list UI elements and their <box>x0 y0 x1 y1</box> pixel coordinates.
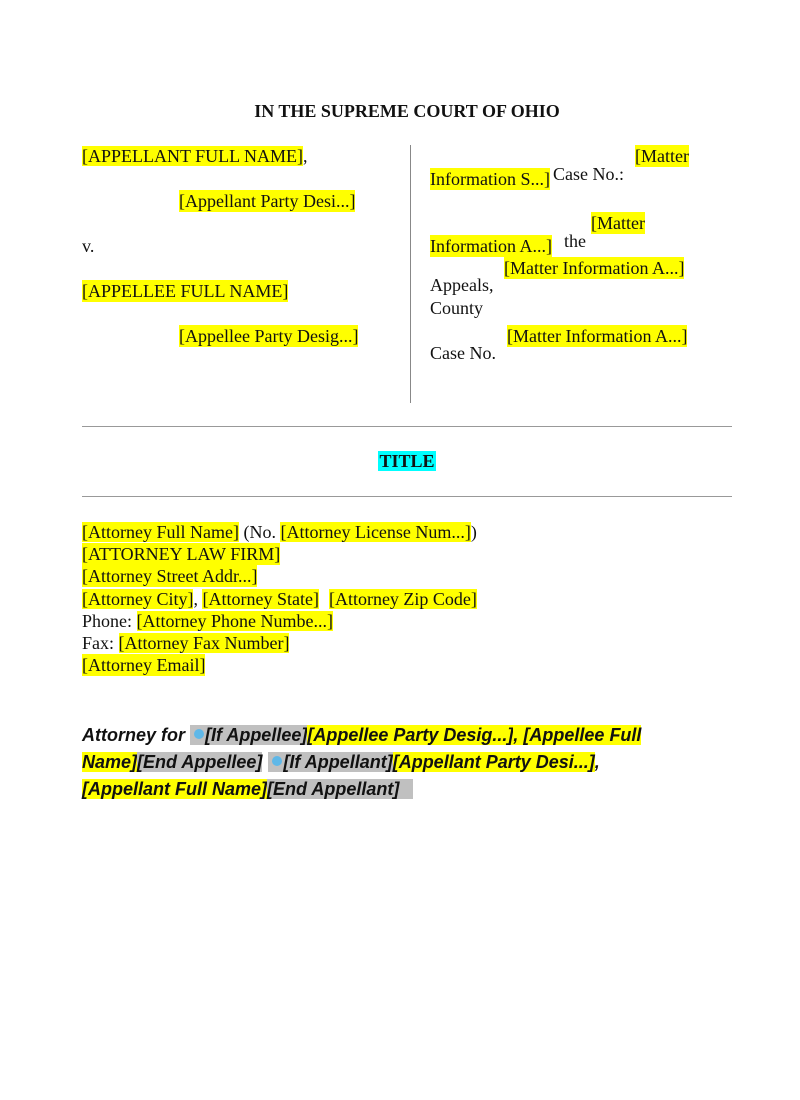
title-bottom-rule <box>82 496 732 497</box>
if-appellant-tag: [If Appellant] <box>283 752 393 772</box>
document-title-field[interactable]: TITLE <box>379 451 435 471</box>
case-no-label: Case No.: <box>553 164 624 184</box>
attorney-city-field[interactable]: [Attorney City] <box>82 589 194 609</box>
attorney-for-label: Attorney for <box>82 725 190 745</box>
attorney-phone-line <box>82 610 333 632</box>
if-appellee-tag: [If Appellee] <box>205 725 308 745</box>
versus-text: v. <box>82 236 95 256</box>
end-appellant-text: [End Appellant] <box>267 779 400 799</box>
attorney-license-field[interactable]: [Attorney License Num...] <box>280 522 471 542</box>
matter-info-2b-field[interactable]: Information A...] <box>430 236 552 256</box>
if-appellee-condition[interactable] <box>190 725 307 745</box>
attorney-city-comma: , <box>193 589 203 609</box>
attorney-fax-line <box>82 632 289 654</box>
court-heading: IN THE SUPREME COURT OF OHIO <box>254 101 560 121</box>
appellee-comma: , <box>513 725 524 745</box>
appellant-comma: , <box>303 146 308 166</box>
the-text: the <box>564 231 586 251</box>
matter-info-4-field[interactable]: [Matter Information A...] <box>507 326 688 346</box>
attorney-name-field[interactable]: [Attorney Full Name] <box>82 522 239 542</box>
matter-info-2a-field[interactable]: [Matter <box>591 213 645 233</box>
case-no-label-2: Case No. <box>430 343 496 363</box>
county-text: County <box>430 298 484 318</box>
if-appellant-condition[interactable] <box>268 752 392 772</box>
title-wrapper <box>0 450 800 472</box>
end-appellee-tag[interactable]: [End Appellee] <box>137 752 263 772</box>
appellant-designation-ref[interactable]: [Appellant Party Desi...] <box>392 752 595 772</box>
matter-info-1b-field[interactable]: Information S...] <box>430 169 550 189</box>
appellee-fullname-ref-2[interactable]: Name] <box>82 752 138 772</box>
attorney-no-close: ) <box>470 522 477 542</box>
appellee-designation-ref[interactable]: [Appellee Party Desig...] <box>307 725 514 745</box>
appellee-fullname-ref-1[interactable]: [Appellee Full <box>523 725 642 745</box>
appellant-name-line <box>82 145 308 167</box>
phone-label: Phone: <box>82 611 137 631</box>
matter-info-1a-field[interactable]: [Matter <box>635 146 689 166</box>
title-top-rule <box>82 426 732 427</box>
appellee-designation-field[interactable]: [Appellee Party Desig...] <box>179 326 359 346</box>
attorney-street-field[interactable]: [Attorney Street Addr...] <box>82 566 258 586</box>
attorney-zip-field[interactable]: [Attorney Zip Code] <box>328 589 477 609</box>
attorney-for-paragraph <box>82 722 702 803</box>
fax-label: Fax: <box>82 633 119 653</box>
attorney-firm-field[interactable]: [ATTORNEY LAW FIRM] <box>82 544 281 564</box>
matter-info-3-field[interactable]: [Matter Information A...] <box>504 258 685 278</box>
attorney-no-open: (No. <box>238 522 281 542</box>
appeals-text: Appeals, <box>430 275 494 295</box>
attorney-email-field[interactable]: [Attorney Email] <box>82 655 206 675</box>
attorney-name-line <box>82 521 477 543</box>
attorney-phone-field[interactable]: [Attorney Phone Numbe...] <box>136 611 333 631</box>
appellant-designation-field[interactable]: [Appellant Party Desi...] <box>179 191 356 211</box>
attorney-state-field[interactable]: [Attorney State] <box>202 589 319 609</box>
appellant-name-field[interactable]: [APPELLANT FULL NAME] <box>82 146 303 166</box>
dot-icon <box>194 729 204 739</box>
attorney-city-line <box>82 588 477 610</box>
caption-divider <box>410 145 411 403</box>
end-appellant-tag[interactable] <box>267 779 413 799</box>
appellant-fullname-ref[interactable]: [Appellant Full Name] <box>82 779 268 799</box>
dot-icon <box>272 756 282 766</box>
attorney-fax-field[interactable]: [Attorney Fax Number] <box>118 633 290 653</box>
appellant-comma: , <box>594 752 600 772</box>
appellee-name-field[interactable]: [APPELLEE FULL NAME] <box>82 281 289 301</box>
